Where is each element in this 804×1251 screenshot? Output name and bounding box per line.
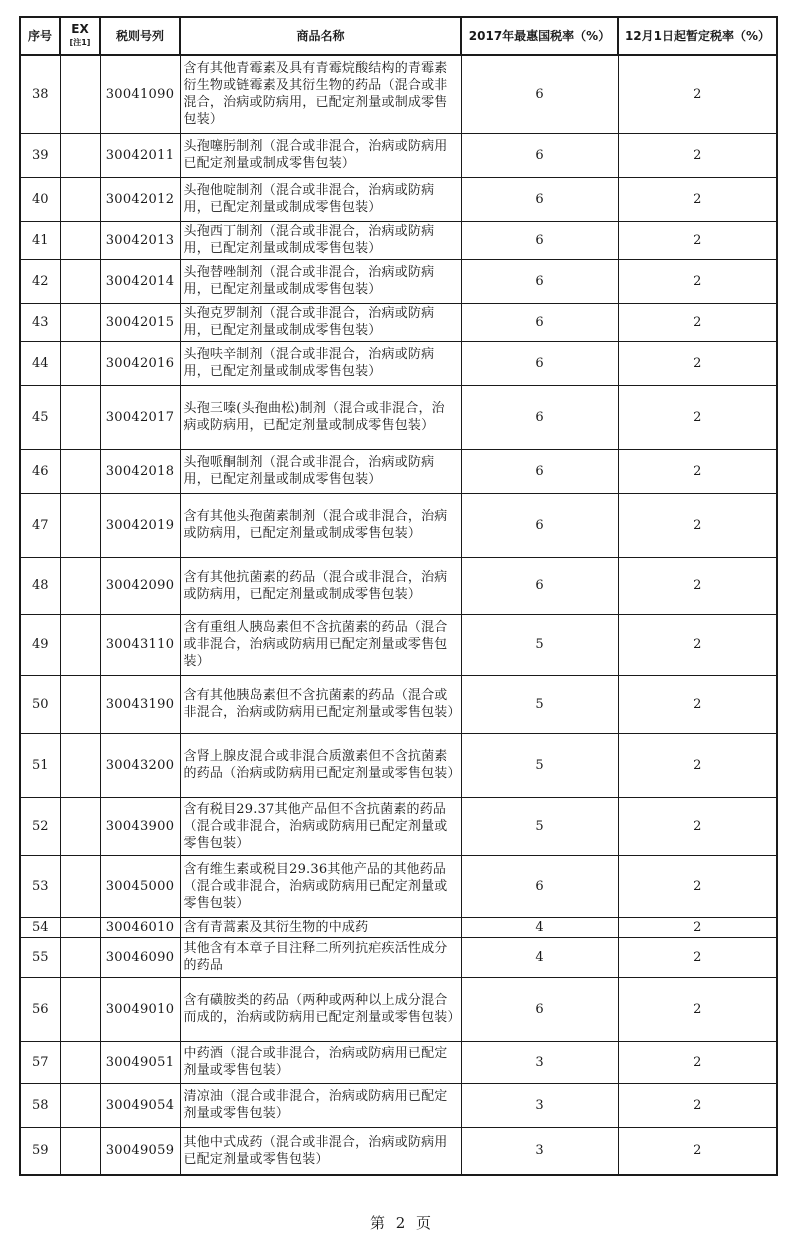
row-ex [60,55,100,133]
row-mfn-rate: 3 [461,1083,618,1127]
row-provisional-rate: 2 [618,55,777,133]
row-name: 头孢克罗制剂（混合或非混合，治病或防病用，已配定剂量或制成零售包装） [180,303,461,341]
row-mfn-rate: 6 [461,449,618,493]
row-provisional-rate: 2 [618,557,777,614]
table-row [20,557,777,614]
row-mfn-rate: 6 [461,493,618,557]
table-row [20,675,777,733]
row-ex [60,341,100,385]
row-seq: 46 [20,449,60,493]
row-code: 30046090 [100,937,180,977]
row-ex [60,675,100,733]
table-row [20,177,777,221]
row-seq: 45 [20,385,60,449]
row-ex [60,917,100,937]
row-code: 30042011 [100,133,180,177]
row-ex [60,1041,100,1083]
row-code: 30045000 [100,855,180,917]
table-row [20,449,777,493]
row-name: 含有重组人胰岛素但不含抗菌素的药品（混合或非混合，治病或防病用已配定剂量或零售包装） [180,614,461,675]
header-seq: 序号 [20,17,60,55]
row-ex [60,177,100,221]
table-row [20,259,777,303]
row-ex [60,937,100,977]
row-ex [60,733,100,797]
row-ex [60,797,100,855]
table-row [20,855,777,917]
table-row [20,55,777,133]
row-name: 含有其他抗菌素的药品（混合或非混合，治病或防病用，已配定剂量或制成零售包装） [180,557,461,614]
row-provisional-rate: 2 [618,675,777,733]
row-ex [60,449,100,493]
row-seq: 58 [20,1083,60,1127]
row-mfn-rate: 4 [461,937,618,977]
row-name: 中药酒（混合或非混合，治病或防病用已配定剂量或零售包装） [180,1041,461,1083]
row-provisional-rate: 2 [618,493,777,557]
row-provisional-rate: 2 [618,855,777,917]
row-ex [60,133,100,177]
row-code: 30042018 [100,449,180,493]
row-seq: 59 [20,1127,60,1175]
row-provisional-rate: 2 [618,1127,777,1175]
row-seq: 42 [20,259,60,303]
table-row [20,385,777,449]
row-provisional-rate: 2 [618,449,777,493]
table-row [20,1127,777,1175]
table-row [20,733,777,797]
row-code: 30043200 [100,733,180,797]
row-name: 含有税目29.37其他产品但不含抗菌素的药品（混合或非混合，治病或防病用已配定剂量或零售包装） [180,797,461,855]
row-code: 30043110 [100,614,180,675]
row-ex [60,493,100,557]
header-provisional-rate: 12月1日起暂定税率（%） [618,17,777,55]
row-mfn-rate: 6 [461,221,618,259]
row-seq: 44 [20,341,60,385]
row-provisional-rate: 2 [618,221,777,259]
row-seq: 49 [20,614,60,675]
row-name: 清凉油（混合或非混合，治病或防病用已配定剂量或零售包装） [180,1083,461,1127]
row-code: 30049054 [100,1083,180,1127]
header-name: 商品名称 [180,17,461,55]
row-mfn-rate: 6 [461,303,618,341]
row-seq: 43 [20,303,60,341]
row-mfn-rate: 6 [461,385,618,449]
row-name: 含有其他胰岛素但不含抗菌素的药品（混合或非混合，治病或防病用已配定剂量或零售包装） [180,675,461,733]
row-code: 30049051 [100,1041,180,1083]
table-row [20,1041,777,1083]
row-ex [60,259,100,303]
page-footer: 第 2 页 [369,1214,435,1232]
row-ex [60,614,100,675]
row-provisional-rate: 2 [618,733,777,797]
row-ex [60,303,100,341]
header-ex-label: EX [71,22,89,36]
row-name: 含有维生素或税目29.36其他产品的其他药品（混合或非混合，治病或防病用已配定剂量或零售包装） [180,855,461,917]
row-name: 含肾上腺皮混合或非混合质激素但不含抗菌素的药品（治病或防病用已配定剂量或零售包装） [180,733,461,797]
row-name: 其他含有本章子目注释二所列抗疟疾活性成分的药品 [180,937,461,977]
row-mfn-rate: 4 [461,917,618,937]
row-mfn-rate: 5 [461,797,618,855]
row-provisional-rate: 2 [618,977,777,1041]
row-ex [60,855,100,917]
row-code: 30042019 [100,493,180,557]
row-name: 头孢呋辛制剂（混合或非混合，治病或防病用，已配定剂量或制成零售包装） [180,341,461,385]
table-row [20,797,777,855]
row-seq: 52 [20,797,60,855]
row-provisional-rate: 2 [618,614,777,675]
row-mfn-rate: 5 [461,614,618,675]
row-ex [60,1127,100,1175]
row-mfn-rate: 6 [461,133,618,177]
row-code: 30043190 [100,675,180,733]
row-ex [60,977,100,1041]
row-code: 30041090 [100,55,180,133]
row-ex [60,557,100,614]
row-name: 其他中式成药（混合或非混合，治病或防病用已配定剂量或零售包装） [180,1127,461,1175]
header-row [20,17,777,55]
row-code: 30049059 [100,1127,180,1175]
row-provisional-rate: 2 [618,797,777,855]
table-row [20,937,777,977]
row-code: 30042012 [100,177,180,221]
row-provisional-rate: 2 [618,341,777,385]
row-seq: 39 [20,133,60,177]
table-row [20,493,777,557]
row-name: 含有其他头孢菌素制剂（混合或非混合，治病或防病用，已配定剂量或制成零售包装） [180,493,461,557]
row-mfn-rate: 5 [461,675,618,733]
header-mfn-rate: 2017年最惠国税率（%） [461,17,618,55]
header-code: 税则号列 [100,17,180,55]
row-ex [60,1083,100,1127]
row-name: 头孢哌酮制剂（混合或非混合，治病或防病用，已配定剂量或制成零售包装） [180,449,461,493]
table-row [20,133,777,177]
header-ex [60,17,100,55]
row-seq: 48 [20,557,60,614]
row-seq: 57 [20,1041,60,1083]
row-code: 30049010 [100,977,180,1041]
row-mfn-rate: 3 [461,1041,618,1083]
row-seq: 55 [20,937,60,977]
row-seq: 50 [20,675,60,733]
table-header [20,17,777,55]
row-code: 30042017 [100,385,180,449]
row-code: 30042014 [100,259,180,303]
row-mfn-rate: 6 [461,259,618,303]
table-row [20,977,777,1041]
table-row [20,614,777,675]
row-name: 含有磺胺类的药品（两种或两种以上成分混合而成的，治病或防病用已配定剂量或零售包装） [180,977,461,1041]
row-name: 含有青蒿素及其衍生物的中成药 [180,917,461,937]
row-name: 头孢三嗪(头孢曲松)制剂（混合或非混合，治病或防病用，已配定剂量或制成零售包装） [180,385,461,449]
row-ex [60,385,100,449]
table-body [20,55,777,1175]
row-mfn-rate: 6 [461,855,618,917]
row-name: 头孢噻肟制剂（混合或非混合，治病或防病用已配定剂量或制成零售包装） [180,133,461,177]
table-row [20,341,777,385]
row-ex [60,221,100,259]
row-mfn-rate: 3 [461,1127,618,1175]
row-mfn-rate: 5 [461,733,618,797]
row-provisional-rate: 2 [618,303,777,341]
row-code: 30042090 [100,557,180,614]
row-code: 30043900 [100,797,180,855]
row-provisional-rate: 2 [618,385,777,449]
row-provisional-rate: 2 [618,1083,777,1127]
row-code: 30042013 [100,221,180,259]
row-seq: 47 [20,493,60,557]
row-name: 头孢他啶制剂（混合或非混合，治病或防病用，已配定剂量或制成零售包装） [180,177,461,221]
row-seq: 53 [20,855,60,917]
row-seq: 38 [20,55,60,133]
header-ex-note: [注1] [69,38,91,47]
row-seq: 56 [20,977,60,1041]
row-name: 含有其他青霉素及具有青霉烷酸结构的青霉素衍生物或链霉素及其衍生物的药品（混合或非混合，治病或防病用，已配定剂量或制成零售包装） [180,55,461,133]
table-row [20,1083,777,1127]
row-provisional-rate: 2 [618,133,777,177]
row-mfn-rate: 6 [461,177,618,221]
row-code: 30042015 [100,303,180,341]
row-seq: 51 [20,733,60,797]
row-provisional-rate: 2 [618,1041,777,1083]
row-seq: 41 [20,221,60,259]
row-name: 头孢替唑制剂（混合或非混合，治病或防病用，已配定剂量或制成零售包装） [180,259,461,303]
table-row [20,303,777,341]
table-row [20,221,777,259]
row-seq: 54 [20,917,60,937]
row-code: 30042016 [100,341,180,385]
table-row [20,917,777,937]
row-provisional-rate: 2 [618,177,777,221]
row-mfn-rate: 6 [461,977,618,1041]
tariff-table [19,16,778,1176]
row-mfn-rate: 6 [461,341,618,385]
row-mfn-rate: 6 [461,557,618,614]
row-provisional-rate: 2 [618,937,777,977]
row-mfn-rate: 6 [461,55,618,133]
row-name: 头孢西丁制剂（混合或非混合，治病或防病用，已配定剂量或制成零售包装） [180,221,461,259]
row-code: 30046010 [100,917,180,937]
row-provisional-rate: 2 [618,259,777,303]
row-provisional-rate: 2 [618,917,777,937]
row-seq: 40 [20,177,60,221]
